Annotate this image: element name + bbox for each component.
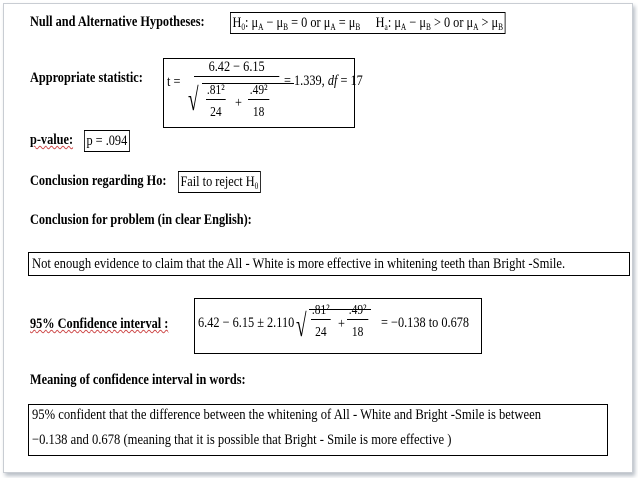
conclusion-problem-box <box>28 252 630 276</box>
hypotheses-label: Null and Alternative Hypotheses: <box>30 14 205 30</box>
conclusion-problem-text: Not enough evidence to claim that the All - White is more effective in whitening teeth than Bright -Smile. <box>32 256 566 272</box>
meaning-box <box>28 404 608 456</box>
ci-frac1-denominator: 24 <box>315 325 327 340</box>
ci-label: 95% Confidence interval : <box>30 316 169 332</box>
t-result: = 1.339, df = 17 <box>284 73 363 89</box>
meaning-line-1: 95% confident that the difference between the whitening of All - White and Bright -Smile is between <box>32 407 542 423</box>
conclusion-problem-label: Conclusion for problem (in clear English): <box>30 212 252 228</box>
t-equals: t = <box>167 74 181 90</box>
pvalue-label: p-value: <box>30 132 74 148</box>
t-numerator: 6.42 − 6.15 <box>194 59 279 77</box>
ci-frac2-numerator: .49² <box>348 303 367 318</box>
ci-frac1-numerator: .81² <box>311 303 330 318</box>
ha-text: : μ <box>387 15 401 31</box>
ci-result: = −0.138 to 0.678 <box>381 315 470 331</box>
pvalue-box: p = .094 <box>84 130 130 152</box>
ci-plus-sign: + <box>338 316 345 332</box>
ci-sqrt-icon: √ <box>296 307 307 343</box>
sqrt-icon: √ <box>188 81 199 117</box>
conclusion-ho-label: Conclusion regarding Ho: <box>30 173 167 189</box>
ci-expression: 6.42 − 6.15 ± 2.110 <box>198 315 295 331</box>
frac2-denominator: 18 <box>252 105 265 120</box>
frac1-numerator: .81² <box>206 83 225 98</box>
conclusion-ho-box: Fail to reject $H_0$ <box>178 171 261 193</box>
h0-text: : μ <box>245 15 259 31</box>
ha-symbol: $H_a$ <box>375 15 388 32</box>
statistic-box <box>163 58 363 128</box>
frac1-denominator: 24 <box>210 105 222 120</box>
frac2-numerator: .49² <box>249 83 268 98</box>
hypotheses-box: $H_0$: $\mu_A - \mu_B = 0$ or $\mu_A = \mu_B$ $H_a$: $\mu_A - \mu_B > 0$ or $\mu_A > \mu_B$ <box>230 12 506 34</box>
h0-symbol: $H_0$ <box>232 15 246 32</box>
ci-box <box>194 298 482 354</box>
meaning-line-2: −0.138 and 0.678 (meaning that it is possible that Bright - Smile is more effective ) <box>32 432 452 448</box>
meaning-label: Meaning of confidence interval in words: <box>30 372 246 388</box>
ci-frac2-denominator: 18 <box>351 325 364 340</box>
statistic-label: Appropriate statistic: <box>30 70 143 86</box>
plus-sign: + <box>235 95 242 111</box>
